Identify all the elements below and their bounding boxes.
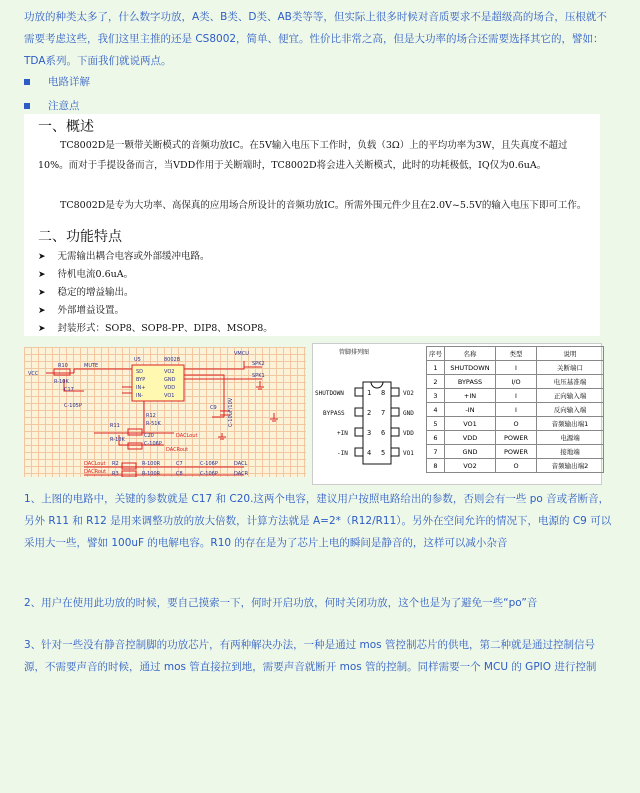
schematic-label: C9 <box>210 405 217 411</box>
pinout-title: 管脚排列图 <box>339 349 370 356</box>
feature-list <box>38 248 273 338</box>
table-header: 类型 <box>496 347 537 361</box>
bullet-label: 电路详解 <box>48 76 90 88</box>
schematic-label: VO1 <box>164 393 175 399</box>
table-cell: I <box>496 403 537 417</box>
table-cell: VDD <box>445 431 496 445</box>
table-cell: 3 <box>427 389 445 403</box>
table-row <box>427 389 604 403</box>
schematic-label: MUTE <box>84 363 99 369</box>
schematic-label: R12 <box>146 413 156 419</box>
feature-item: ➤ 待机电流0.6uA。 <box>38 266 273 284</box>
feature-item: ➤ 稳定的增益输出。 <box>38 284 273 302</box>
schematic-label: R10 <box>58 363 68 369</box>
pin-number: 8 <box>381 389 386 397</box>
schematic-label: DACR <box>234 471 249 477</box>
pin-name: VO2 <box>403 390 414 397</box>
table-cell: 1 <box>427 361 445 375</box>
schematic-label: DACRout <box>166 447 189 453</box>
schematic-label: SPK1 <box>252 373 265 379</box>
schematic-label: C-106P <box>200 461 218 467</box>
schematic-label: DACLout <box>176 433 198 439</box>
schematic-label: R-10K <box>110 437 125 443</box>
pin-number: 7 <box>381 409 386 417</box>
table-cell: -IN <box>445 403 496 417</box>
schematic-label: IN+ <box>136 385 146 391</box>
table-header: 序号 <box>427 347 445 361</box>
pin-number: 6 <box>381 429 386 437</box>
schematic-label: DACRout <box>84 469 107 475</box>
schematic-label: SD <box>136 369 144 375</box>
table-cell: O <box>496 417 537 431</box>
table-cell: 8 <box>427 459 445 473</box>
datasheet-paragraph: TC8002D是一颗带关断模式的音频功放IC。在5V输入电压下工作时，负载（3Ω）上的平均功率为3W，且失真度不超过10%。而对于手提设备而言，当VDD作用于关断端时，TC8002D将会进入关断模式，此时的功耗极低，IQ仅为0.6uA。 <box>38 140 568 171</box>
table-cell: 反向输入端 <box>537 403 604 417</box>
note-paragraph: 2、用户在使用此功放的时候，要自己摸索一下，何时开启功放，何时关闭功放，这个也是为了避免一些“po”音 <box>24 597 538 609</box>
table-row <box>427 459 604 473</box>
table-cell: VO1 <box>445 417 496 431</box>
pin-name: GND <box>403 410 414 417</box>
schematic-label: C-106P <box>144 441 162 447</box>
table-cell: I <box>496 361 537 375</box>
schematic-label: VO2 <box>164 369 175 375</box>
table-row <box>427 431 604 445</box>
table-cell: 正向输入端 <box>537 389 604 403</box>
pin-number: 5 <box>381 449 386 457</box>
intro-paragraph: 功放的种类太多了，什么数字功放，A类、B类、D类、AB类等等，但实际上很多时候对音质要求不是超级高的场合，压根就不需要考虑这些，我们这里主推的还是 CS8002，简单、便宜。性价比非常之高，但是大功率的场合还需要选择其它的，譬如：TDA系列。下面我们就说两点。 <box>24 11 607 67</box>
schematic-label: VDD <box>164 385 176 391</box>
table-row <box>427 361 604 375</box>
table-cell: 5 <box>427 417 445 431</box>
table-cell: I/O <box>496 375 537 389</box>
pin-name: +IN <box>337 430 348 437</box>
note-paragraph: 1、上图的电路中，关键的参数就是 C17 和 C20.这两个电容，建议用户按照电路给出的参数，否则会有一些 po 音或者断音，另外 R11 和 R12 是用来调整功放的放大倍数，计算方法就是 A=2*（R12/R11）。另外在空间允许的情况下，电源的 C9 可以采用大一些，譬如 100uF 的电解电容。R10 的存在是为了芯片上电的瞬间是静音的，这样可以减小杂音 <box>24 493 612 549</box>
schematic-label: R-51K <box>146 421 161 427</box>
schematic-label: C7 <box>176 461 183 467</box>
pin-name: SHUTDOWN <box>315 390 344 397</box>
amplifier-schematic <box>24 347 306 477</box>
table-cell: 电压基准端 <box>537 375 604 389</box>
schematic-label: DACLout <box>84 461 106 467</box>
schematic-label: C8 <box>176 471 183 477</box>
bullet-item[interactable] <box>24 70 90 94</box>
table-cell: BYPASS <box>445 375 496 389</box>
table-header: 名称 <box>445 347 496 361</box>
bullet-list <box>24 70 90 118</box>
table-cell: 关断端口 <box>537 361 604 375</box>
section-heading: 一、概述 <box>38 119 94 135</box>
pin-table <box>426 346 604 473</box>
table-cell: +IN <box>445 389 496 403</box>
table-cell: 接地端 <box>537 445 604 459</box>
table-row <box>427 403 604 417</box>
pin-number: 3 <box>367 429 372 437</box>
table-cell: VO2 <box>445 459 496 473</box>
table-row <box>427 375 604 389</box>
schematic-label: C-10uF/10V <box>228 397 234 427</box>
schematic-label: C17 <box>64 387 74 393</box>
table-cell: GND <box>445 445 496 459</box>
datasheet-excerpt <box>24 114 600 336</box>
table-header: 说明 <box>537 347 604 361</box>
schematic-label: VMCU <box>234 351 249 357</box>
table-cell: I <box>496 389 537 403</box>
section-heading: 二、功能特点 <box>38 229 122 245</box>
table-cell: 音频输出端1 <box>537 417 604 431</box>
pin-number: 4 <box>367 449 372 457</box>
table-cell: 电源端 <box>537 431 604 445</box>
schematic-label: R-10K <box>54 379 69 385</box>
pin-name: VO1 <box>403 450 414 457</box>
datasheet-paragraph: TC8002D是专为大功率、高保真的应用场合所设计的音频功放IC。所需外围元件少且在2.0V~5.5V的输入电压下即可工作。 <box>60 200 587 211</box>
feature-item: ➤ 封装形式：SOP8、SOP8-PP、DIP8、MSOP8。 <box>38 320 273 338</box>
feature-item: ➤ 无需输出耦合电容或外部缓冲电路。 <box>38 248 273 266</box>
schematic-label: R-100R <box>142 471 161 477</box>
schematic-label: C-105P <box>64 403 82 409</box>
table-cell: 4 <box>427 403 445 417</box>
square-bullet-icon <box>24 79 30 85</box>
schematic-label: U5 <box>134 357 141 363</box>
schematic-label: GND <box>164 377 176 383</box>
table-row <box>427 417 604 431</box>
table-cell: 2 <box>427 375 445 389</box>
pin-name: BYPASS <box>323 410 345 417</box>
schematic-label: 8002B <box>164 357 181 363</box>
schematic-label: DACL <box>234 461 248 467</box>
schematic-label: R11 <box>110 423 120 429</box>
table-cell: POWER <box>496 431 537 445</box>
schematic-label: C20 <box>144 433 154 439</box>
bullet-label: 注意点 <box>48 100 80 112</box>
feature-item: ➤ 外部增益设置。 <box>38 302 273 320</box>
schematic-label: SPK2 <box>252 361 265 367</box>
table-cell: 音频输出端2 <box>537 459 604 473</box>
schematic-label: R-100R <box>142 461 161 467</box>
pin-number: 1 <box>367 389 372 397</box>
table-cell: 7 <box>427 445 445 459</box>
table-cell: POWER <box>496 445 537 459</box>
schematic-label: R3 <box>112 471 119 477</box>
schematic-label: C-106P <box>200 471 218 477</box>
pin-name: VDD <box>403 430 414 437</box>
square-bullet-icon <box>24 103 30 109</box>
table-row <box>427 445 604 459</box>
schematic-label: R2 <box>112 461 119 467</box>
table-cell: 6 <box>427 431 445 445</box>
table-cell: O <box>496 459 537 473</box>
schematic-label: BYP <box>136 377 146 383</box>
schematic-label: VCC <box>28 371 39 377</box>
pin-number: 2 <box>367 409 372 417</box>
pin-name: -IN <box>337 450 348 457</box>
schematic-label: IN- <box>136 393 144 399</box>
note-paragraph: 3、针对一些没有静音控制脚的功放芯片，有两种解决办法，一种是通过 mos 管控制芯片的供电，第二种就是通过控制信号源，不需要声音的时候，通过 mos 管直接拉到地，需要声音就断开 mos 管的控制。同样需要一个 MCU 的 GPIO 进行控制 <box>24 639 597 673</box>
table-cell: SHUTDOWN <box>445 361 496 375</box>
